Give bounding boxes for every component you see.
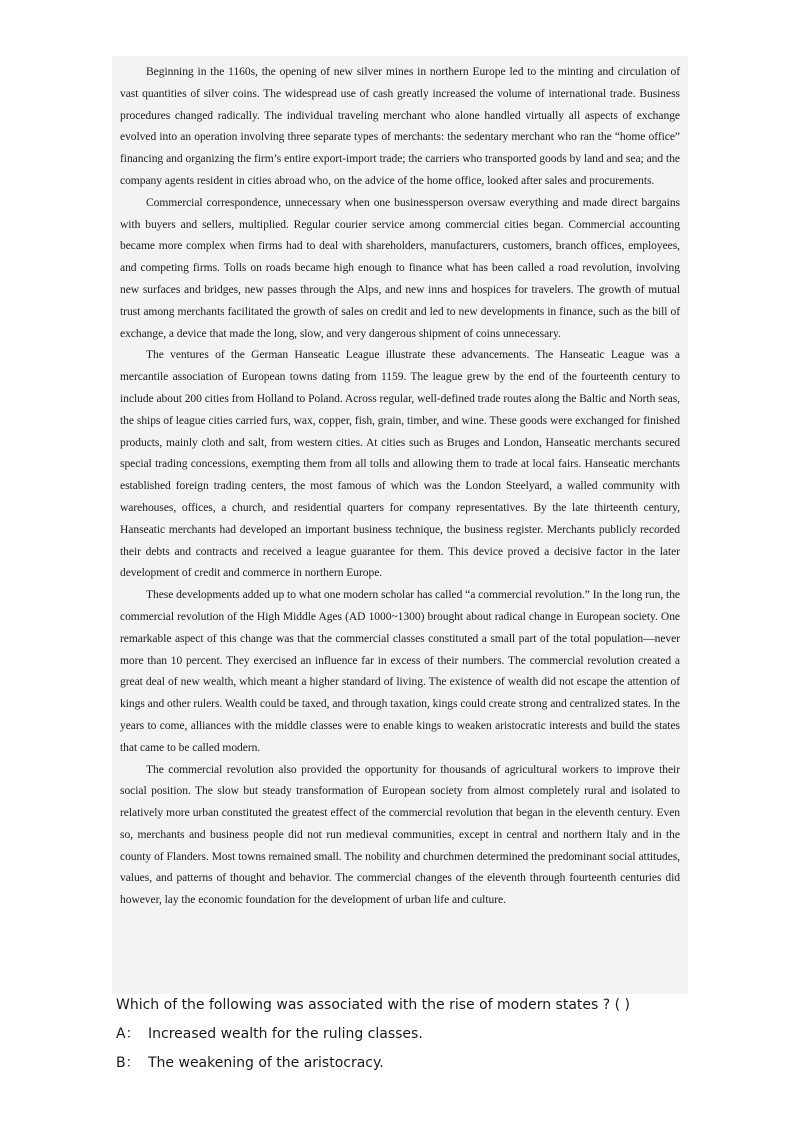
passage-paragraph: Commercial correspondence, unnecessary when one businessperson oversaw everything and made direct bargains with buyers and sellers, multiplied. Regular courier service among commercial cities began. Commercial accounting became more complex when firms had to deal with shareholders, manufacturers, customers, branch offices, employees, and competing firms. Tolls on roads became high enough to finance what has been called a road revolution, involving new surfaces and bridges, new passes through the Alps, and new inns and hospices for travelers. The growth of mutual trust among merchants facilitated the growth of sales on credit and led to new developments in finance, such as the bill of exchange, a device that made the long, slow, and very dangerous shipment of coins unnecessary.	[120, 196, 680, 340]
passage-paragraph: Beginning in the 1160s, the opening of new silver mines in northern Europe led to the minting and circulation of vast quantities of silver coins. The widespread use of cash greatly increased the volume of international trade. Business procedures changed radically. The individual traveling merchant who alone handled virtually all aspects of exchange evolved into an operation involving three separate types of merchants: the sedentary merchant who ran the “home office” financing and organizing the firm’s entire export-import trade; the carriers who transported goods by land and sea; and the company agents resident in cities abroad who, on the advice of the home office, looked after sales and procurements.	[120, 66, 680, 187]
answer-option-a[interactable]	[116, 1023, 756, 1052]
answer-option-b[interactable]	[116, 1052, 756, 1081]
question-stem: Which of the following was associated with the rise of modern states ? ( )	[116, 997, 631, 1013]
option-text: Increased wealth for the ruling classes.	[148, 1026, 423, 1042]
passage-paragraph: The ventures of the German Hanseatic League illustrate these advancements. The Hanseatic League was a mercantile association of European towns dating from 1159. The league grew by the end of the fourteenth century to include about 200 cities from Holland to Poland. Across regular, well-defined trade routes along the Baltic and North seas, the ships of league cities carried furs, wax, copper, fish, grain, timber, and wine. These goods were exchanged for finished products, mainly cloth and salt, from western cities. At cities such as Bruges and London, Hanseatic merchants secured special trading concessions, exempting them from all tolls and allowing them to trade at local fairs. Hanseatic merchants established foreign trading centers, the most famous of which was the London Steelyard, a walled community with warehouses, offices, a church, and residential quarters for company representatives. By the late thirteenth century, Hanseatic merchants had developed an important business technique, the business register. Merchants publicly recorded their debts and contracts and received a league guarantee for them. This device proved a decisive factor in the later development of credit and commerce in northern Europe.	[120, 349, 680, 580]
option-label: A：	[116, 1026, 140, 1042]
option-label: B：	[116, 1055, 140, 1071]
option-text: The weakening of the aristocracy.	[148, 1055, 384, 1071]
question-block	[116, 994, 756, 1081]
passage-scan	[112, 56, 688, 994]
passage-paragraph: These developments added up to what one modern scholar has called “a commercial revolution.” In the long run, the commercial revolution of the High Middle Ages (AD 1000~1300) brought about radical change in European society. One remarkable aspect of this change was that the commercial classes constituted a small part of the total population—never more than 10 percent. They exercised an influence far in excess of their numbers. The commercial revolution created a great deal of new wealth, which meant a higher standard of living. The existence of wealth did not escape the attention of kings and other rulers. Wealth could be taxed, and through taxation, kings could create strong and centralized states. In the years to come, alliances with the middle classes were to enable kings to weaken aristocratic interests and build the states that came to be called modern.	[120, 589, 680, 754]
passage-paragraph: The commercial revolution also provided the opportunity for thousands of agricultural workers to improve their social position. The slow but steady transformation of European society from almost completely rural and isolated to relatively more urban constituted the greatest effect of the commercial revolution that began in the eleventh century. Even so, merchants and business people did not run medieval communities, except in central and northern Italy and in the county of Flanders. Most towns remained small. The nobility and churchmen determined the predominant social attitudes, values, and patterns of thought and behavior. The commercial changes of the eleventh through fourteenth centuries did however, lay the economic foundation for the development of urban life and culture.	[120, 763, 680, 907]
